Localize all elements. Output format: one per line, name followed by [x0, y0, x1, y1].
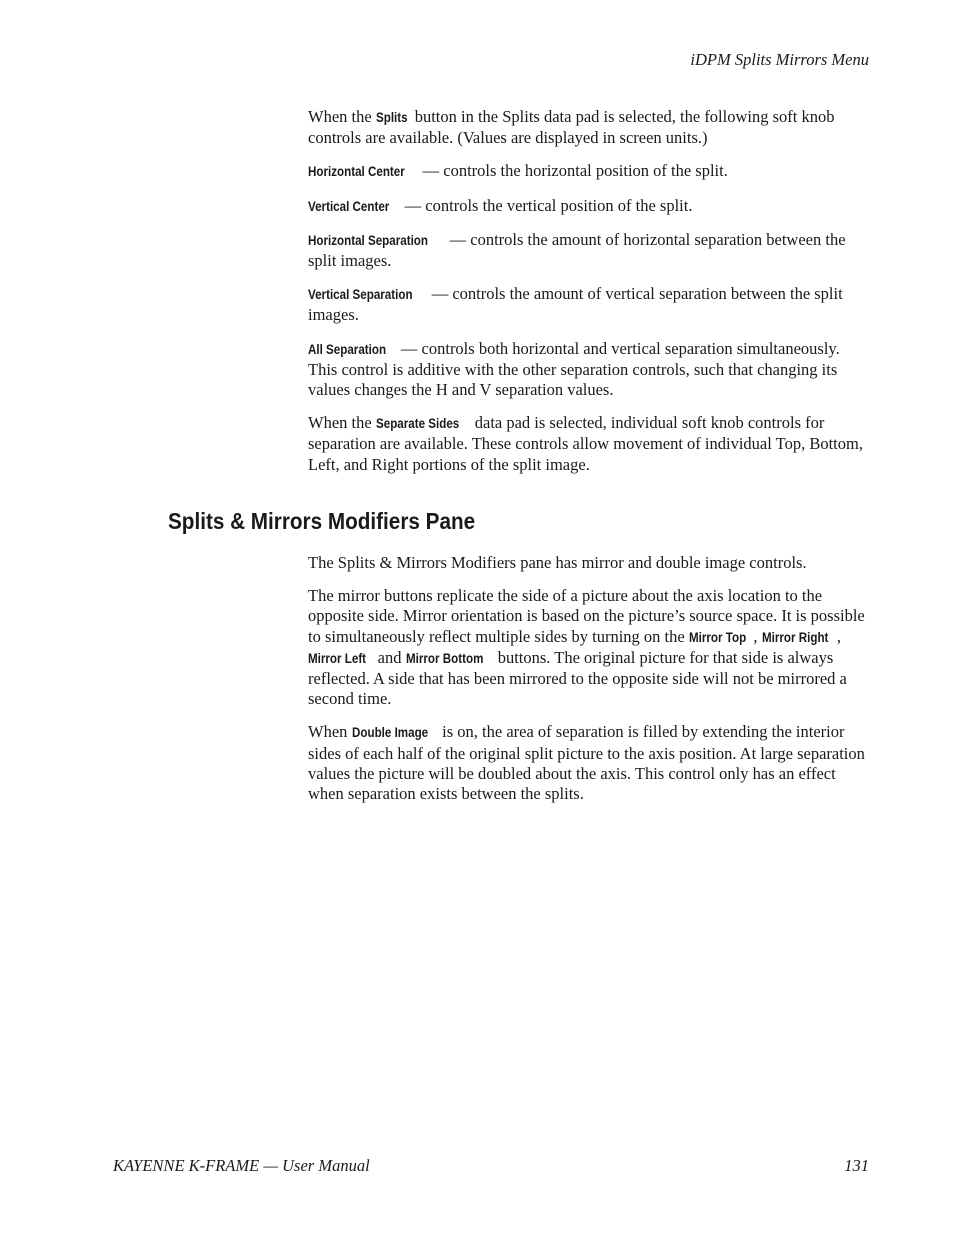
control-term: Vertical Center [308, 198, 390, 214]
control-description: — controls the horizontal position of the split. [418, 161, 728, 181]
double-image-text-before: When [308, 722, 352, 742]
modifiers-pane-section [308, 553, 869, 817]
control-description: — controls both horizontal and vertical separation simultaneously. This control is additive with the other separation controls, such that changing its values changes the H and V separation values. [308, 338, 840, 400]
control-item-horizontal-center [308, 161, 869, 182]
control-description: — controls the amount of horizontal separation between the split images. [308, 229, 846, 271]
splits-button-label: Splits [375, 110, 408, 125]
splits-controls-section [308, 107, 869, 488]
separate-sides-text-before: When the [308, 413, 376, 433]
control-term: Vertical Separation [308, 287, 413, 303]
modifiers-intro-paragraph: The Splits & Mirrors Modifiers pane has mirror and double image controls. [308, 553, 807, 572]
splits-intro-paragraph [308, 107, 869, 148]
separate-sides-label: Separate Sides [375, 416, 460, 432]
control-item-vertical-separation [308, 284, 869, 325]
control-description: — controls the vertical position of the split. [400, 195, 693, 215]
mirror-bottom-label: Mirror Bottom [405, 650, 483, 666]
mirror-top-label: Mirror Top [688, 629, 747, 645]
mirror-paragraph [308, 586, 869, 709]
mirror-text-2: buttons. The original picture for that side is always reflected. A side that has been mirrored to the opposite side will not be mirrored a second time. [308, 647, 847, 709]
double-image-label: Double Image [351, 725, 428, 741]
page-number: 131 [844, 1156, 869, 1175]
control-item-vertical-center [308, 196, 869, 217]
control-term: Horizontal Separation [308, 232, 428, 248]
section-heading-modifiers-pane: Splits & Mirrors Modifiers Pane [168, 508, 476, 534]
double-image-text-after: is on, the area of separation is filled by extending the interior sides of each half of the original split picture to the axis position. At large separation values the picture will be doubled about the axis. This control only has an effect when separation exists between the splits. [308, 722, 865, 804]
separate-sides-paragraph [308, 413, 869, 475]
intro-text-before: When the [308, 107, 376, 126]
mirror-separator: and [373, 647, 406, 667]
control-term: Horizontal Center [308, 164, 405, 180]
running-head: iDPM Splits Mirrors Menu [690, 50, 869, 69]
control-description: — controls the amount of vertical separation between the split images. [308, 284, 843, 325]
control-item-all-separation [308, 339, 869, 401]
mirror-left-label: Mirror Left [308, 650, 367, 666]
control-item-horizontal-separation [308, 230, 869, 271]
control-term: All Separation [308, 341, 387, 357]
mirror-right-label: Mirror Right [761, 629, 829, 645]
intro-text-after: button in the Splits data pad is selected, the following soft knob controls are available. (Values are displayed in screen units.) [308, 107, 835, 148]
mirror-text-1: The mirror buttons replicate the side of a picture about the axis location to the opposite side. Mirror orientation is based on the picture’s source space. It is possible to simultaneously reflect multiple sides by turning on the [308, 586, 865, 646]
mirror-separator: , [753, 626, 762, 646]
mirror-separator: , [836, 626, 841, 646]
separate-sides-text-after: data pad is selected, individual soft knob controls for separation are available. These controls allow movement of individual Top, Bottom, Left, and Right portions of the split image. [308, 413, 863, 474]
double-image-paragraph [308, 722, 869, 804]
footer-manual-title: KAYENNE K-FRAME — User Manual [113, 1156, 370, 1175]
